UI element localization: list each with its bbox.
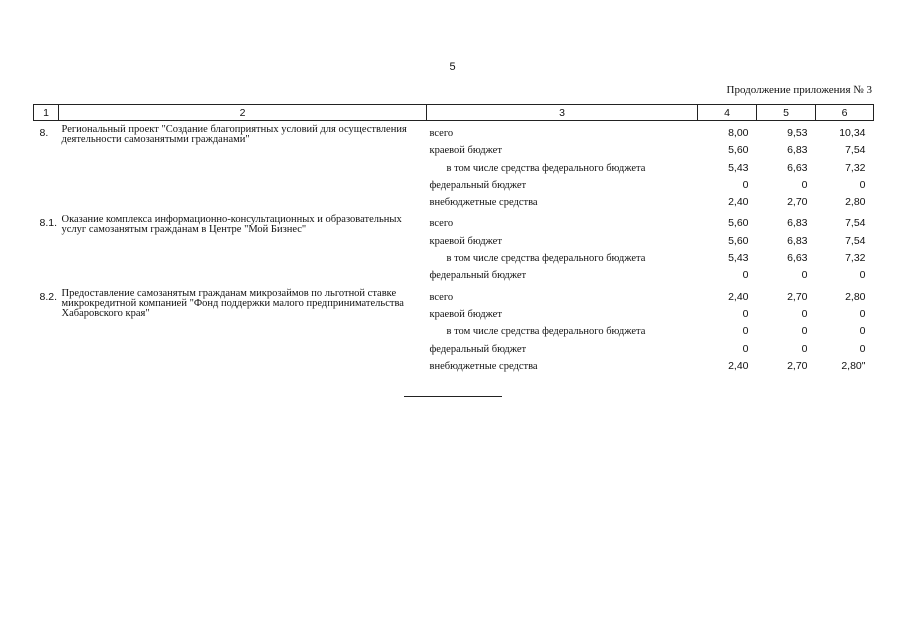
funding-source: федеральный бюджет	[429, 179, 527, 191]
value-cell: 2,80	[845, 196, 866, 209]
value-cell: 0	[859, 325, 866, 338]
item-name: Региональный проект "Создание благоприятных условий для осуществления деятельности самозанятыми гражданами"	[61, 124, 407, 145]
value-cell: 0	[859, 178, 866, 191]
table-row	[34, 285, 874, 306]
header-cell: 5	[757, 105, 816, 121]
table-row	[34, 121, 874, 143]
value-cell: 8,00	[728, 127, 749, 139]
value-cell: 9,53	[787, 127, 808, 139]
value-cell: 6,63	[787, 161, 808, 174]
funding-source: всего	[429, 128, 454, 139]
value-cell: 6,83	[787, 144, 808, 157]
value-cell: 0	[742, 325, 749, 338]
value-cell: 6,63	[787, 252, 808, 265]
table-body	[34, 121, 874, 376]
funding-source: всего	[429, 218, 454, 230]
funding-source: федеральный бюджет	[429, 270, 527, 282]
value-cell: 2,40	[728, 290, 749, 303]
value-cell: 10,34	[839, 127, 866, 139]
header-cell: 2	[59, 105, 427, 121]
value-cell: 0	[742, 342, 749, 355]
value-cell: 5,43	[728, 252, 749, 265]
header-cell: 6	[816, 105, 874, 121]
value-cell: 2,70	[787, 359, 808, 372]
funding-source: всего	[429, 291, 454, 303]
item-number: 8.1.	[39, 217, 58, 230]
funding-source: краевой бюджет	[429, 235, 502, 247]
value-cell: 0	[859, 307, 866, 320]
item-number: 8.2.	[39, 290, 58, 303]
funding-source: в том числе средства федерального бюджета	[446, 162, 646, 174]
funding-source: в том числе средства федерального бюджета	[446, 326, 646, 338]
value-cell: 7,54	[845, 234, 866, 247]
funding-source: краевой бюджет	[429, 145, 502, 157]
value-cell: 2,40	[728, 359, 749, 372]
value-cell: 2,70	[787, 196, 808, 209]
continuation-caption: Продолжение приложения № 3	[726, 84, 872, 96]
value-cell: 2,80	[845, 290, 866, 303]
value-cell: 2,80"	[841, 359, 866, 372]
value-cell: 0	[801, 178, 808, 191]
item-name: Оказание комплекса информационно-консультационных и образовательных услуг самозанятым гражданам в Центре "Мой Бизнес"	[61, 214, 402, 236]
header-cell: 4	[698, 105, 757, 121]
value-cell: 7,32	[845, 161, 866, 174]
value-cell: 7,32	[845, 252, 866, 265]
value-cell: 7,54	[845, 217, 866, 230]
value-cell: 0	[801, 269, 808, 282]
table-row	[34, 211, 874, 232]
table-header	[34, 105, 874, 121]
funding-source: краевой бюджет	[429, 308, 502, 320]
separator-line	[404, 396, 502, 397]
value-cell: 0	[801, 325, 808, 338]
value-cell: 0	[742, 307, 749, 320]
header-cell: 3	[427, 105, 698, 121]
funding-source: федеральный бюджет	[429, 343, 527, 355]
value-cell: 2,70	[787, 290, 808, 303]
item-name: Предоставление самозанятым гражданам микрозаймов по льготной ставке микрокредитной компанией "Фонд поддержки малого предпринимательства Хабаровского края"	[61, 287, 404, 319]
value-cell: 0	[742, 178, 749, 191]
value-cell: 5,60	[728, 217, 749, 230]
value-cell: 5,60	[728, 144, 749, 157]
header-cell: 1	[34, 105, 59, 121]
item-number: 8.	[39, 127, 49, 139]
value-cell: 6,83	[787, 217, 808, 230]
value-cell: 0	[742, 269, 749, 282]
funding-source: в том числе средства федерального бюджета	[446, 253, 646, 265]
funding-source: внебюджетные средства	[429, 197, 538, 209]
funding-table	[33, 104, 874, 375]
page-number: 5	[449, 61, 456, 73]
value-cell: 5,43	[728, 161, 749, 174]
value-cell: 0	[859, 342, 866, 355]
value-cell: 6,83	[787, 234, 808, 247]
value-cell: 7,54	[845, 144, 866, 157]
value-cell: 0	[801, 342, 808, 355]
funding-source: внебюджетные средства	[429, 360, 538, 372]
value-cell: 5,60	[728, 234, 749, 247]
value-cell: 2,40	[728, 196, 749, 209]
value-cell: 0	[859, 269, 866, 282]
value-cell: 0	[801, 307, 808, 320]
